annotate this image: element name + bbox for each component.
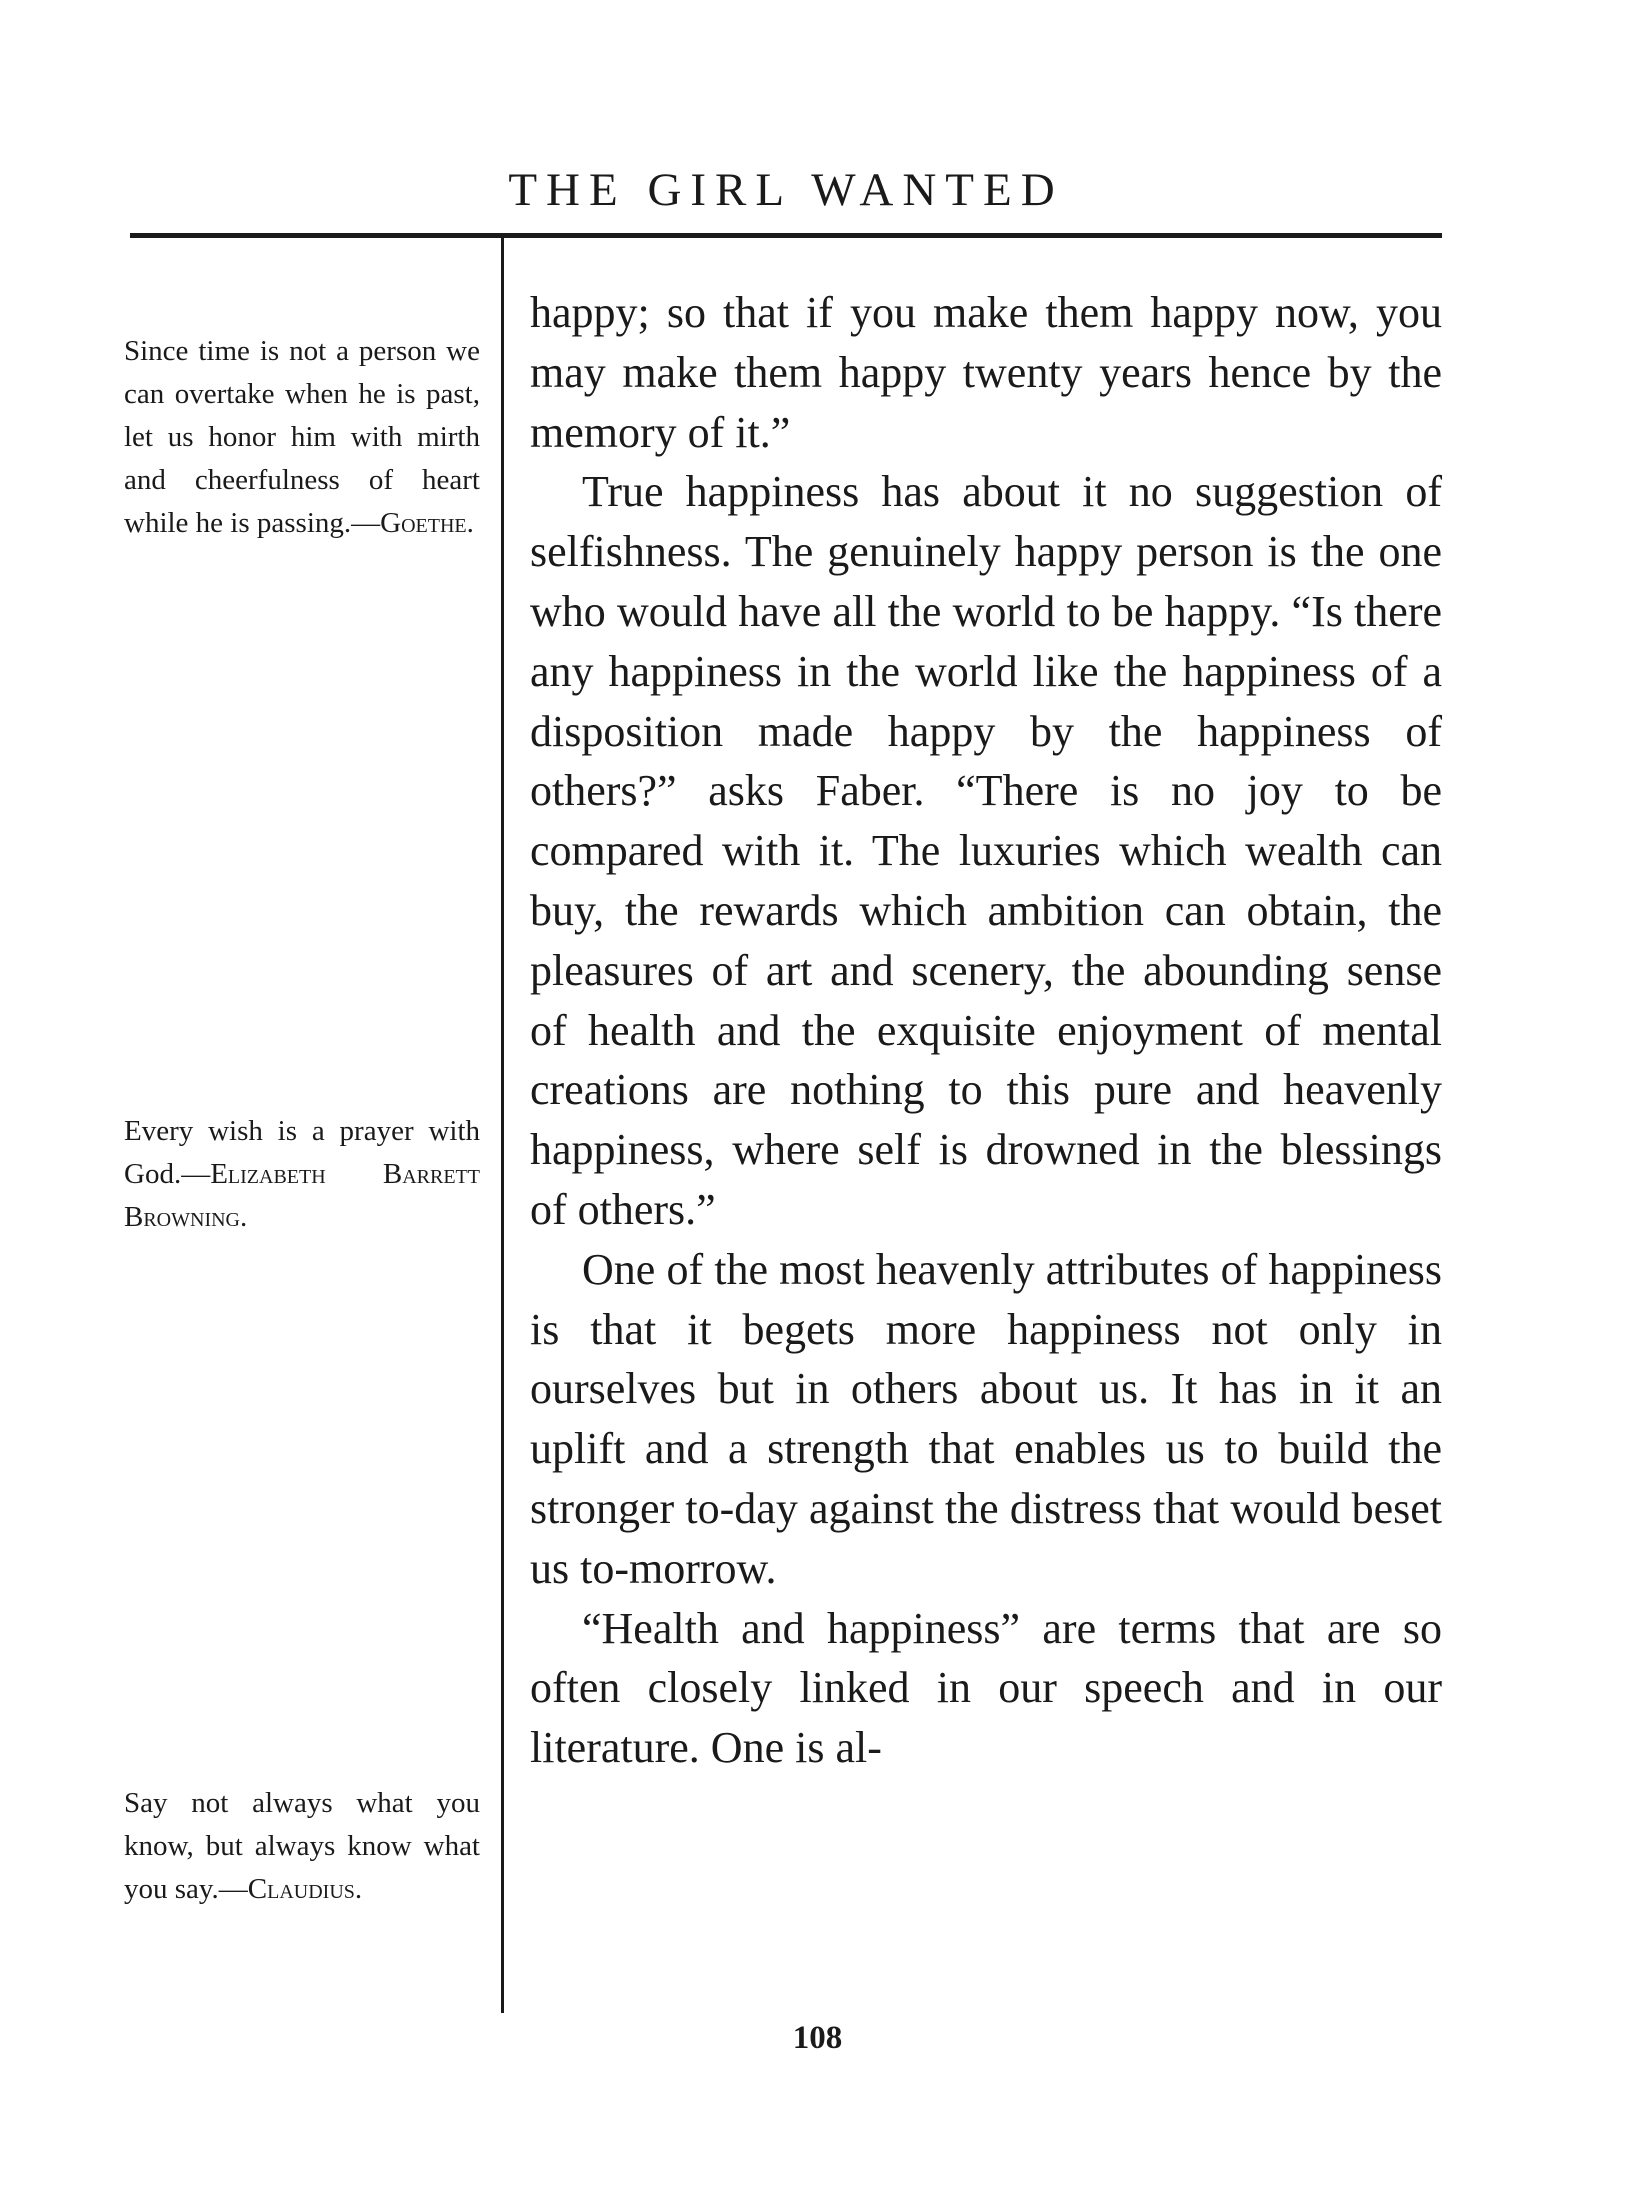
- running-title: THE GIRL WANTED: [508, 164, 1064, 216]
- margin-note-author: Goethe.: [380, 507, 474, 539]
- body-paragraph: One of the most heavenly attributes of happiness is that it begets more happiness not only in ourselves but in others about us. It has in it an uplift and a strength that enables us to build the stronger to-day against the distress that would beset us to-morrow.: [530, 1244, 1442, 1593]
- margin-note-claudius: [124, 1782, 480, 1911]
- page-number: 108: [792, 2020, 843, 2056]
- margin-note-author: Claudius.: [247, 1873, 363, 1905]
- main-text-column: [530, 283, 1442, 1778]
- header-rule: [130, 233, 1442, 238]
- margin-note-text: Since time is not a person we can overtake when he is past, let us honor him with mirth and cheerfulness of heart while he is passing.—: [124, 335, 480, 539]
- margin-note-browning: [124, 1110, 480, 1239]
- margin-note-goethe: [124, 330, 480, 545]
- column-divider: [501, 238, 504, 2013]
- margin-note-text: Every wish is a prayer with God.—: [124, 1115, 480, 1190]
- margin-note-author: Elizabeth Barrett Browning.: [124, 1158, 480, 1233]
- body-paragraph: happy; so that if you make them happy now, you may make them happy twenty years hence by the memory of it.”: [530, 288, 1442, 457]
- body-paragraph: “Health and happiness” are terms that are so often closely linked in our speech and in our literature. One is al-: [530, 1603, 1442, 1773]
- body-paragraph: True happiness has about it no suggestion of selfishness. The genuinely happy person is the one who would have all the world to be happy. “Is there any happiness in the world like the happiness of a disposition made happy by the happiness of others?” asks Faber. “There is no joy to be compared with it. The luxuries which wealth can buy, the rewards which ambition can obtain, the pleasures of art and scenery, the abounding sense of health and the exquisite enjoyment of mental creations are nothing to this pure and heavenly happiness, where self is drowned in the blessings of others.”: [530, 467, 1442, 1234]
- margin-note-text: Say not always what you know, but always know what you say.—: [124, 1787, 480, 1905]
